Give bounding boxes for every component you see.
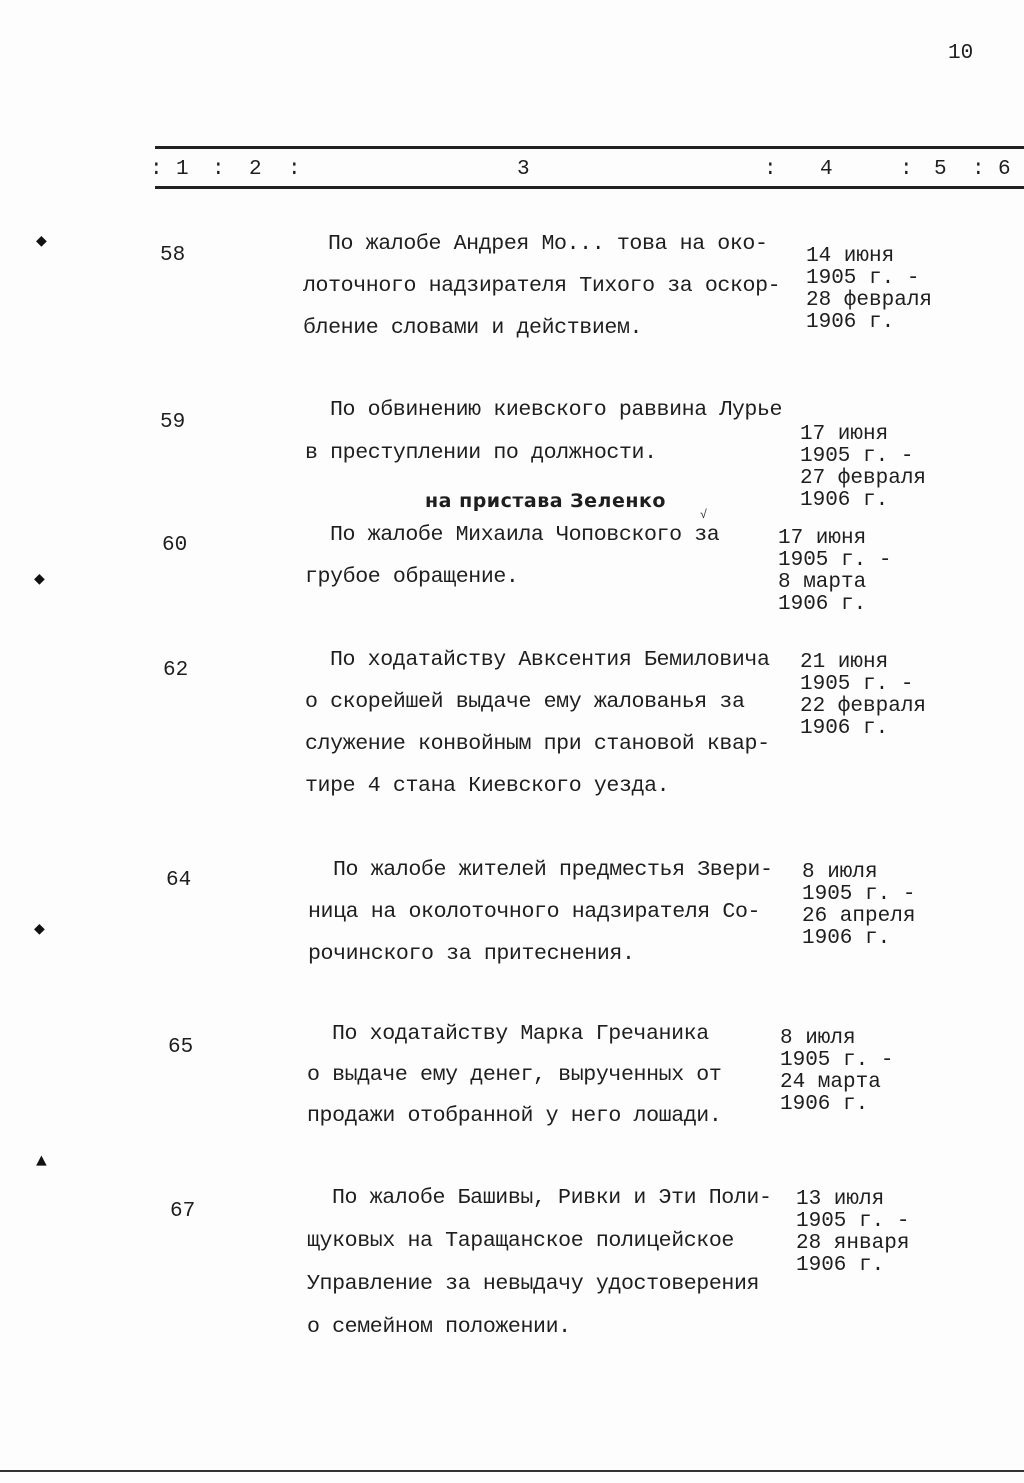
entry-description-line: рочинского за притеснения. — [308, 942, 635, 966]
entry-description-line: лоточного надзирателя Тихого за оскор- — [303, 274, 781, 298]
entry-date-line: 8 июля — [802, 861, 878, 884]
entry-description-line: о выдаче ему денег, вырученных от — [307, 1063, 722, 1087]
entry-date-line: 1905 г. - — [778, 549, 892, 572]
entry-date-line: 28 февраля — [806, 289, 933, 312]
entry-date-line: 1905 г. - — [802, 883, 916, 906]
entry-description-line: о семейном положении. — [307, 1315, 571, 1339]
entry-description-line: По ходатайству Марка Гречаника — [332, 1022, 709, 1046]
entry-number: 64 — [166, 869, 192, 892]
entry-date-line: 1905 г. - — [806, 267, 920, 290]
entry-date-line: 1905 г. - — [800, 673, 914, 696]
entry-description-line: По ходатайству Авксентия Бемиловича — [330, 648, 770, 672]
column-4-label: 4 — [820, 158, 833, 181]
column-separator: : — [288, 158, 301, 181]
entry-date-line: 1905 г. - — [780, 1049, 894, 1072]
entry-description-line: По обвинению киевского раввина Лурье — [330, 398, 783, 422]
entry-date-line: 1906 г. — [800, 489, 889, 512]
header-bottom-rule — [155, 186, 1024, 189]
entry-date-line: 22 февраля — [800, 695, 927, 718]
entry-number: 67 — [170, 1200, 196, 1223]
entry-description-line: продажи отобранной у него лошади. — [307, 1104, 722, 1128]
column-6-label: 6 — [998, 158, 1011, 181]
entry-date-line: 27 февраля — [800, 467, 927, 490]
entry-date-line: 28 января — [796, 1232, 910, 1255]
entry-description-line: По жалобе жителей предместья Звери- — [333, 858, 773, 882]
column-separator: : — [150, 158, 163, 181]
entry-date-line: 1906 г. — [796, 1254, 885, 1277]
entry-number: 59 — [160, 411, 186, 434]
entry-date-line: 13 июля — [796, 1188, 885, 1211]
entry-date-line: 8 марта — [778, 571, 867, 594]
punch-hole-mark: ▲ — [36, 1152, 47, 1172]
punch-hole-mark: ◆ — [34, 920, 45, 940]
entry-date-line: 1906 г. — [802, 927, 891, 950]
header-top-rule — [155, 146, 1024, 149]
entry-date-line: 26 апреля — [802, 905, 916, 928]
entry-date-line: 1906 г. — [806, 311, 895, 334]
column-3-label: 3 — [517, 158, 530, 181]
entry-date-line: 14 июня — [806, 245, 895, 268]
column-separator: : — [764, 158, 777, 181]
entry-description-line: грубое обращение. — [305, 565, 519, 589]
column-2-label: 2 — [249, 158, 262, 181]
entry-description-line: в преступлении по должности. — [305, 441, 657, 465]
entry-date-line: 1906 г. — [780, 1093, 869, 1116]
entry-description-line: тире 4 стана Киевского уезда. — [305, 774, 670, 798]
entry-description-line: ница на околоточного надзирателя Со- — [308, 900, 761, 924]
entry-date-line: 1905 г. - — [796, 1210, 910, 1233]
column-separator: : — [900, 158, 913, 181]
punch-hole-mark: ◆ — [34, 570, 45, 590]
entry-description-line: бление словами и действием. — [303, 316, 643, 340]
column-5-label: 5 — [934, 158, 947, 181]
entry-description-line: Управление за невыдачу удостоверения — [307, 1272, 760, 1296]
entry-date-line: 1905 г. - — [800, 445, 914, 468]
punch-hole-mark: ◆ — [36, 232, 47, 252]
entry-number: 65 — [168, 1036, 194, 1059]
page-number: 10 — [948, 42, 974, 65]
entry-description-line: По жалобе Михаила Чоповского за — [330, 523, 720, 547]
entry-date-line: 8 июля — [780, 1027, 856, 1050]
entry-date-line: 17 июня — [778, 527, 867, 550]
entry-description-line: По жалобе Башивы, Ривки и Эти Поли- — [332, 1186, 772, 1210]
entry-description-line: служение конвойным при становой квар- — [305, 732, 770, 756]
entry-date-line: 24 марта — [780, 1071, 881, 1094]
entry-number: 58 — [160, 244, 186, 267]
entry-date-line: 17 июня — [800, 423, 889, 446]
handwritten-insertion: на пристава Зеленко — [425, 490, 666, 512]
entry-description-line: щуковых на Таращанское полицейское — [307, 1229, 734, 1253]
page-bottom-edge — [0, 1470, 1024, 1472]
entry-description-line: По жалобе Андрея Мо... това на око- — [328, 232, 768, 256]
entry-description-line: о скорейшей выдаче ему жалованья за — [305, 690, 745, 714]
column-separator: : — [972, 158, 985, 181]
entry-number: 62 — [163, 659, 189, 682]
column-1-label: 1 — [176, 158, 189, 181]
column-separator: : — [212, 158, 225, 181]
insertion-caret-mark: √ — [700, 508, 708, 522]
entry-date-line: 1906 г. — [778, 593, 867, 616]
entry-date-line: 21 июня — [800, 651, 889, 674]
entry-number: 60 — [162, 534, 188, 557]
entry-date-line: 1906 г. — [800, 717, 889, 740]
